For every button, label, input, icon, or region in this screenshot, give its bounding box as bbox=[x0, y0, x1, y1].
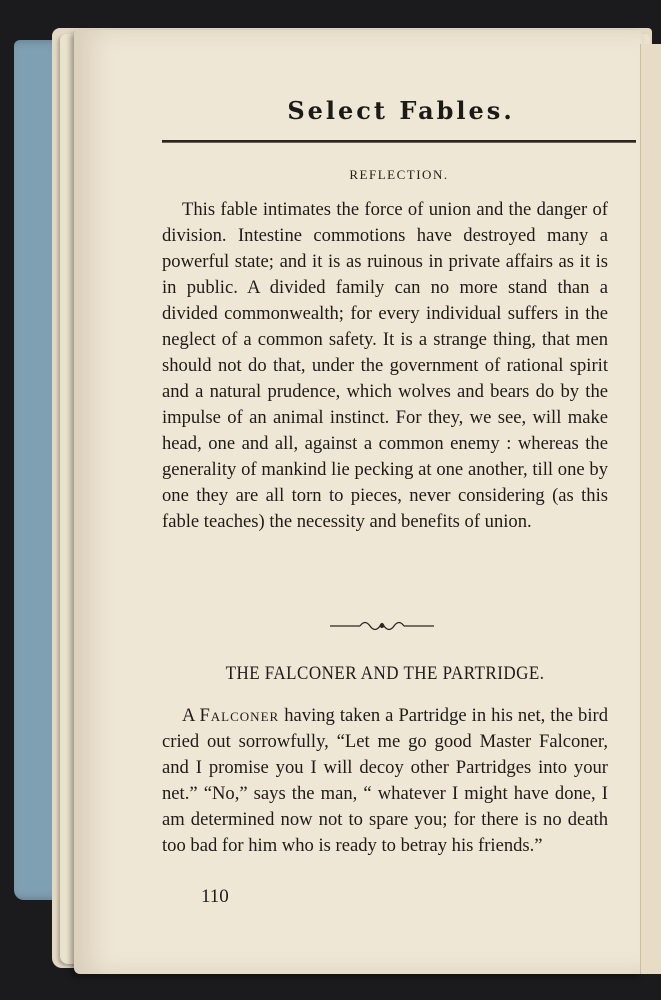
section-label: REFLECTION. bbox=[349, 167, 449, 182]
fable-body: having taken a Partridge in his net, the bird cried out sorrowfully, “Let me go good Master Falconer, and I promise you I will decoy other Partridges into your net.” “No,” says the man, “ whatever I might have done, I am determined now not to spare you; for there is no death too bad for him who is ready to betray his friends.” bbox=[162, 705, 608, 856]
facing-page-edge bbox=[640, 44, 661, 974]
fable-paragraph bbox=[162, 703, 608, 859]
running-head: Select Fables. bbox=[287, 96, 515, 125]
reflection-text bbox=[162, 197, 608, 535]
fable-opening-article: A bbox=[182, 705, 195, 726]
fable-opening-word: Falconer bbox=[199, 705, 280, 726]
reflection-paragraph: This fable intimates the force of union and the danger of division. Intestine commotions have destroyed many a powerful state; and it is as ruinous in private affairs as it is in public. A divided family can no more stand than a divided commonwealth; for every individual suffers in the neglect of a common safety. It is a strange thing, that men should not do that, under the government of rational spirit and a natural prudence, which wolves and bears do by the impulse of an animal instinct. For they, we see, will make head, one and all, against a common enemy : whereas the generality of mankind lie pecking at one another, till one by one they are all torn to pieces, never considering (as this fable teaches) the necessity and benefits of union. bbox=[162, 199, 608, 532]
ornament-divider bbox=[330, 616, 434, 636]
header-rule bbox=[162, 140, 636, 143]
page-number: 110 bbox=[201, 886, 229, 907]
fable-title: THE FALCONER AND THE PARTRIDGE. bbox=[225, 664, 545, 684]
fable-text bbox=[162, 703, 608, 859]
